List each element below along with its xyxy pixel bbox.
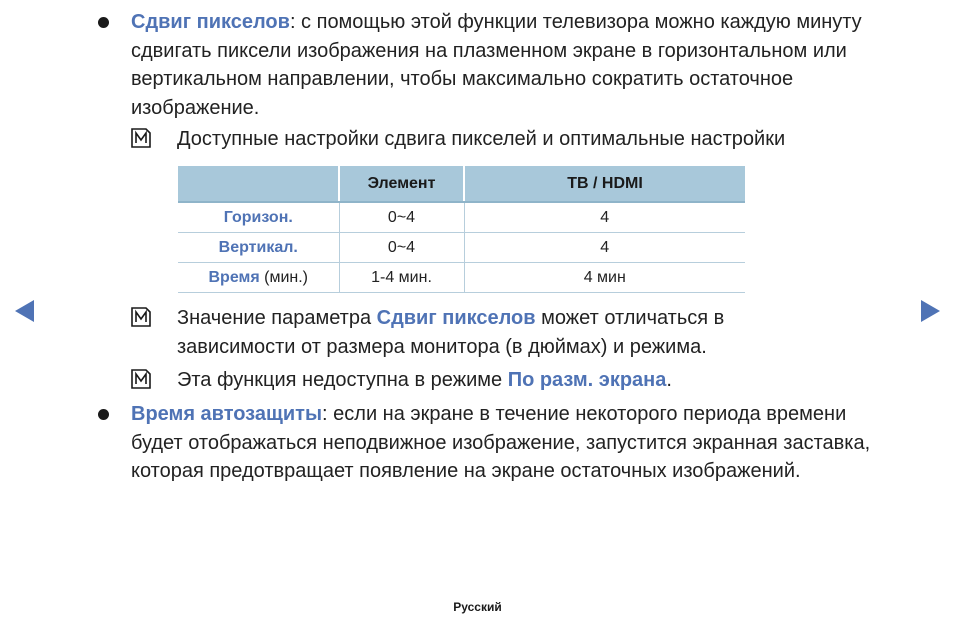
- table-row: [178, 233, 745, 263]
- triangle-left-icon[interactable]: [15, 300, 34, 322]
- pixel-shift-table: [178, 166, 745, 293]
- footer-language: Русский: [453, 600, 502, 614]
- table-row: [178, 202, 745, 233]
- row-range: 0~4: [339, 202, 464, 233]
- row-label: Горизон.: [178, 202, 339, 233]
- note-icon: [131, 307, 151, 327]
- table-header-row: [178, 166, 745, 202]
- bullet-pixel-shift: [131, 8, 871, 122]
- note-icon: [131, 369, 151, 389]
- row-label: Время (мин.): [178, 263, 339, 293]
- table-header-element: Элемент: [339, 166, 464, 202]
- row-value: 4: [464, 202, 745, 233]
- triangle-right-icon[interactable]: [921, 300, 940, 322]
- note-available-settings-text: Доступные настройки сдвига пикселей и оптимальные настройки: [177, 128, 786, 150]
- table-row: [178, 263, 745, 293]
- row-range: 0~4: [339, 233, 464, 263]
- note-icon: [131, 128, 151, 148]
- bullet-auto-protection-text: : если на экране в течение некоторого периода времени будет отображаться неподвижное изображение, запустится экранная заставка, которая предотвращает появление на экране остаточных изображений.: [131, 403, 871, 482]
- row-label: Вертикал.: [178, 233, 339, 263]
- term-pixel-shift: Сдвиг пикселов: [131, 11, 290, 33]
- note-fit-screen-text: Эта функция недоступна в режиме По разм. экрана.: [177, 369, 672, 391]
- note-pixel-shift-varies-text: Значение параметра Сдвиг пикселов может отличаться в зависимости от размера монитора (в дюймах) и режима.: [177, 307, 725, 358]
- bullet-auto-protection: [131, 400, 871, 486]
- term-fit-screen: По разм. экрана: [507, 369, 667, 391]
- term-pixel-shift: Сдвиг пикселов: [376, 307, 536, 329]
- bullet-dot: [98, 17, 109, 28]
- table-header-empty: [178, 166, 339, 202]
- row-range: 1-4 мин.: [339, 263, 464, 293]
- row-value: 4: [464, 233, 745, 263]
- term-auto-protection-time: Время автозащиты: [131, 403, 323, 425]
- bullet-dot: [98, 409, 109, 420]
- row-value: 4 мин: [464, 263, 745, 293]
- table-header-tv-hdmi: ТВ / HDMI: [464, 166, 745, 202]
- bullet-pixel-shift-text: : с помощью этой функции телевизора можно каждую минуту сдвигать пиксели изображения на плазменном экране в горизонтальном или вертикальном направлении, чтобы максимально сократить остаточное изображение.: [131, 11, 862, 119]
